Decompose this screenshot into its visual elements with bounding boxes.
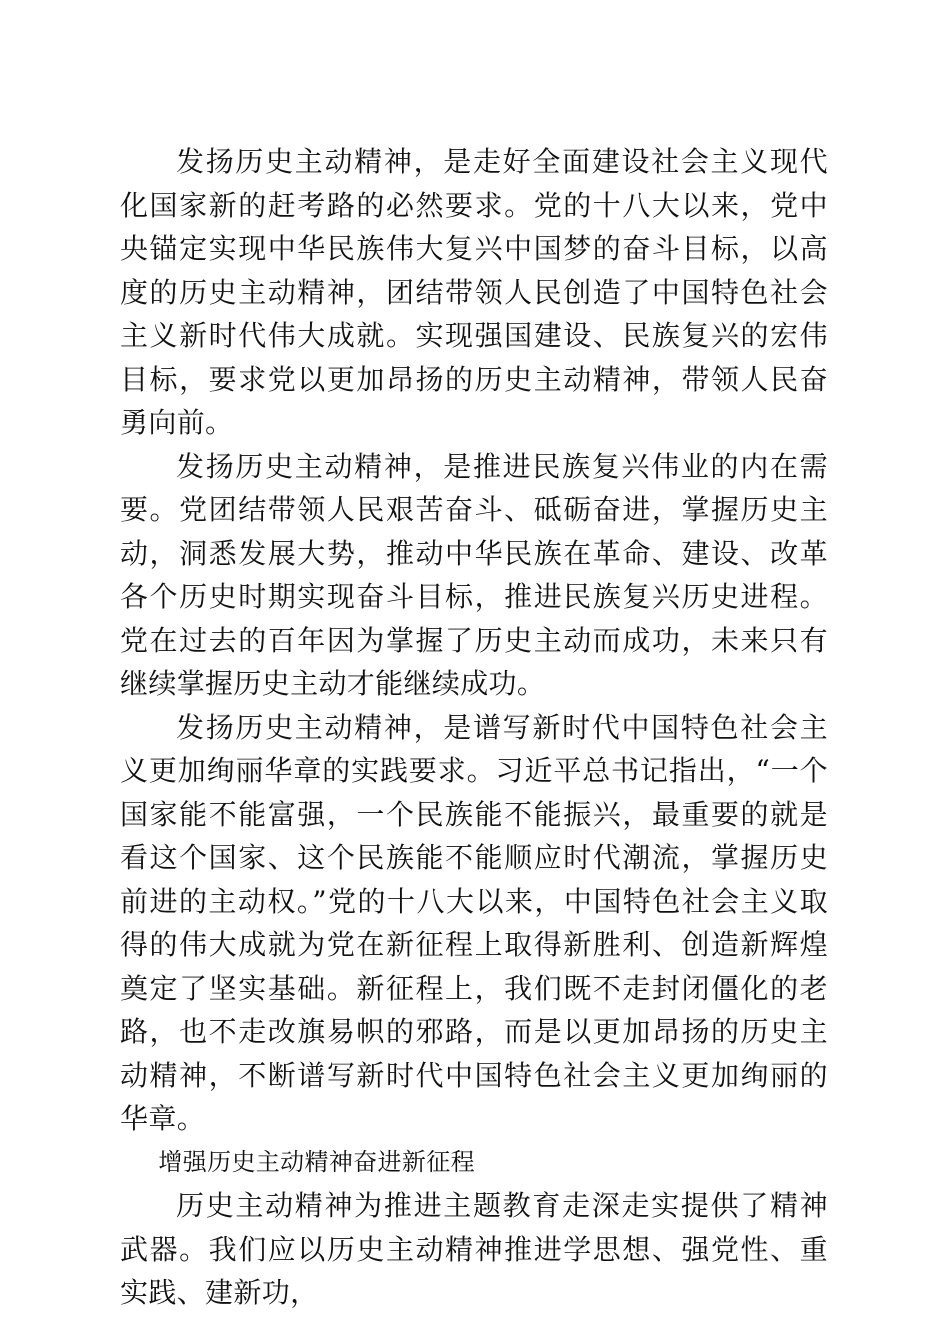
paragraph-1: 发扬历史主动精神，是走好全面建设社会主义现代化国家新的赶考路的必然要求。党的十八大以来，党中央锚定实现中华民族伟大复兴中国梦的奋斗目标，以高度的历史主动精神，团结带领人民创造了中国特色社会主义新时代伟大成就。实现强国建设、民族复兴的宏伟目标，要求党以更加昂扬的历史主动精神，带领人民奋勇向前。 — [120, 145, 828, 439]
document-body — [120, 140, 828, 1315]
paragraph-2: 发扬历史主动精神，是推进民族复兴伟业的内在需要。党团结带领人民艰苦奋斗、砥砺奋进，掌握历史主动，洞悉发展大势，推动中华民族在革命、建设、改革各个历史时期实现奋斗目标，推进民族复兴历史进程。党在过去的百年因为掌握了历史主动而成功，未来只有继续掌握历史主动才能继续成功。 — [120, 449, 828, 700]
paragraph-4: 历史主动精神为推进主题教育走深走实提供了精神武器。我们应以历史主动精神推进学思想、强党性、重实践、建新功， — [120, 1189, 828, 1309]
paragraph-3: 发扬历史主动精神，是谱写新时代中国特色社会主义更加绚丽华章的实践要求。习近平总书记指出，“一个国家能不能富强，一个民族能不能振兴，最重要的就是看这个国家、这个民族能不能顺应时代潮流，掌握历史前进的主动权。”党的十八大以来，中国特色社会主义取得的伟大成就为党在新征程上取得新胜利、创造新辉煌奠定了坚实基础。新征程上，我们既不走封闭僵化的老路，也不走改旗易帜的邪路，而是以更加昂扬的历史主动精神，不断谱写新时代中国特色社会主义更加绚丽的华章。 — [120, 710, 828, 1135]
section-heading: 增强历史主动精神奋进新征程 — [158, 1147, 475, 1176]
